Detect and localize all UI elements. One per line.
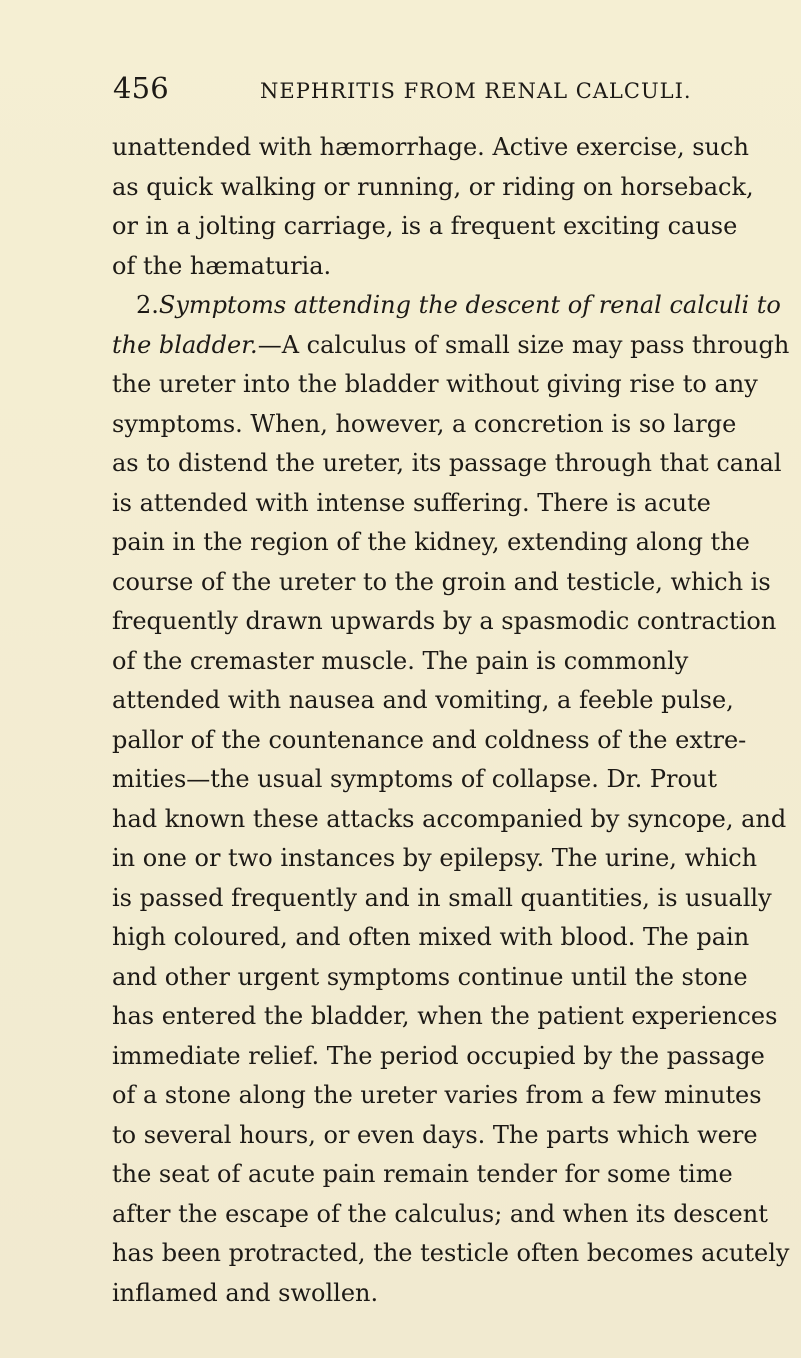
- text-line: has been protracted, the testicle often becomes acutely: [112, 1239, 790, 1267]
- text-line: course of the ureter to the groin and testicle, which is: [112, 567, 771, 596]
- text-line: the seat of acute pain remain tender for some time: [112, 1160, 733, 1188]
- text-line: of the hæmaturia.: [112, 251, 332, 280]
- text-line: pallor of the countenance and coldness of the extre-: [112, 725, 747, 754]
- text-line: had known these attacks accompanied by syncope, and: [112, 804, 787, 833]
- page-header: [113, 71, 713, 114]
- section-heading-continuation: the bladder.: [112, 330, 258, 359]
- text-line: and other urgent symptoms continue until the stone: [112, 962, 748, 991]
- text-line: of a stone along the ureter varies from a few minutes: [112, 1081, 762, 1109]
- running-title: NEPHRITIS FROM RENAL CALCULI.: [260, 79, 692, 103]
- section-number: 2.: [136, 291, 159, 319]
- text-line: immediate relief. The period occupied by the passage: [112, 1041, 765, 1070]
- text-line: mities—the usual symptoms of collapse. Dr. Prout: [112, 765, 718, 793]
- text-line: inflamed and swollen.: [112, 1278, 379, 1307]
- section-heading: Symptoms attending the descent of renal calculi to: [158, 291, 781, 319]
- body-text: [112, 128, 790, 1313]
- text-line: is passed frequently and in small quantities, is usually: [112, 883, 772, 912]
- text-line: high coloured, and often mixed with blood. The pain: [112, 923, 750, 951]
- page-number: 456: [113, 71, 169, 105]
- text-line: as quick walking or running, or riding on horseback,: [112, 172, 754, 201]
- text-line: the ureter into the bladder without giving rise to any: [112, 370, 758, 398]
- text-line: has entered the bladder, when the patient experiences: [112, 1002, 778, 1030]
- text-line: in one or two instances by epilepsy. The urine, which: [112, 844, 758, 872]
- text-line: after the escape of the calculus; and when its descent: [112, 1199, 768, 1228]
- text-line: of the cremaster muscle. The pain is commonly: [112, 646, 689, 675]
- text-line: or in a jolting carriage, is a frequent exciting cause: [112, 212, 738, 240]
- text-line: unattended with hæmorrhage. Active exercise, such: [112, 133, 749, 161]
- text-line: as to distend the ureter, its passage through that canal: [112, 449, 782, 477]
- text-line: to several hours, or even days. The parts which were: [112, 1120, 758, 1149]
- text-line: the bladder.—A calculus of small size may pass through: [112, 330, 790, 359]
- text-line: symptoms. When, however, a concretion is so large: [112, 409, 737, 438]
- section-heading-line: [112, 286, 781, 326]
- text-line: pain in the region of the kidney, extending along the: [112, 528, 750, 556]
- text-line: frequently drawn upwards by a spasmodic contraction: [112, 607, 777, 635]
- text-line: is attended with intense suffering. There is acute: [112, 488, 711, 517]
- text-line: attended with nausea and vomiting, a feeble pulse,: [112, 686, 734, 714]
